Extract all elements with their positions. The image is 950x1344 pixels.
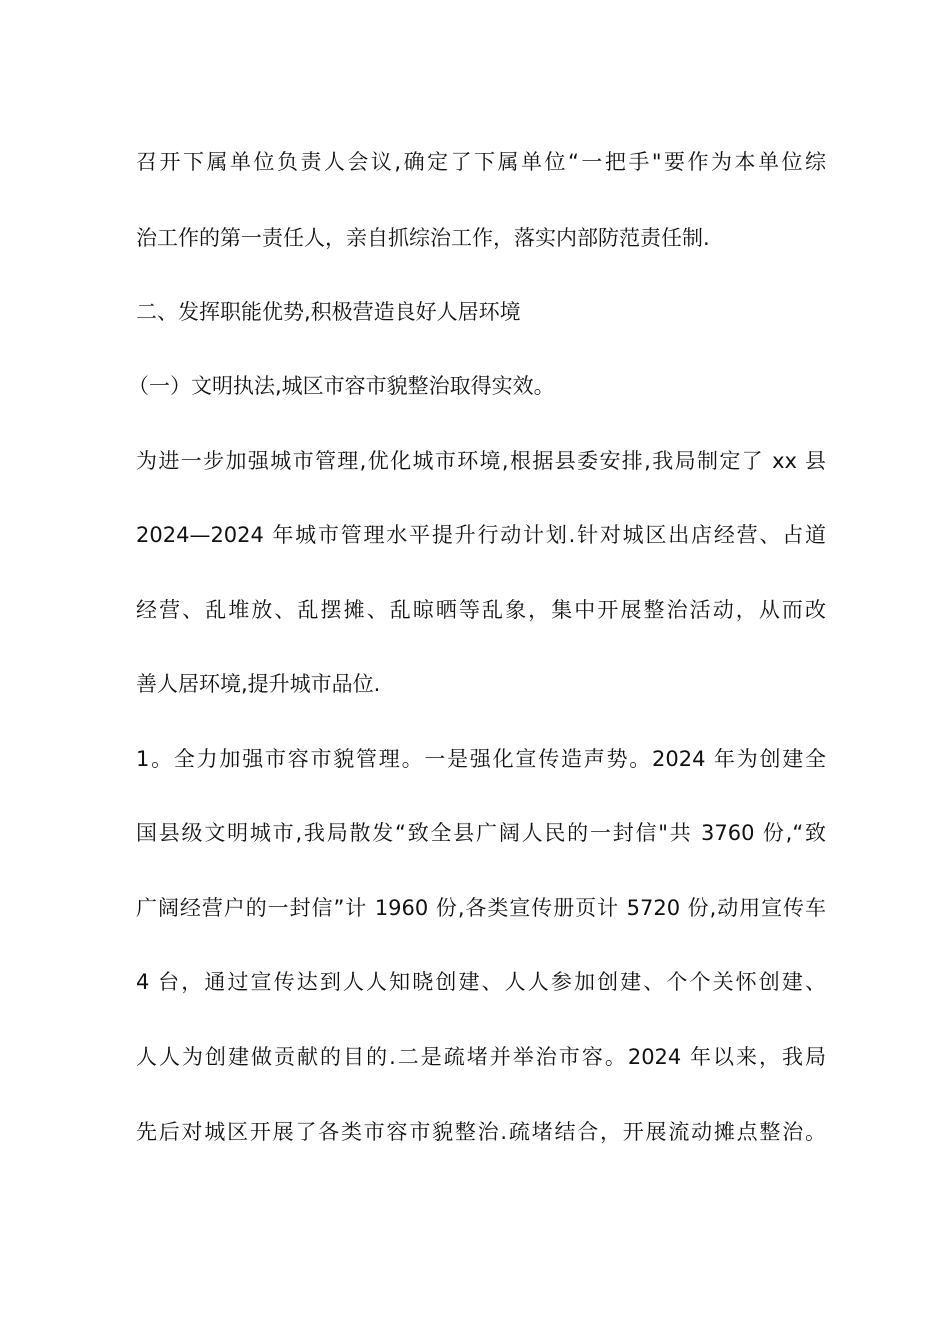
paragraph-line: 广阔经营户的一封信”计 1960 份,各类宣传册页计 5720 份,动用宣传车 bbox=[136, 896, 826, 920]
paragraph-line: 经营、乱堆放、乱摆摊、乱晾晒等乱象，集中开展整治活动，从而改 bbox=[136, 598, 826, 622]
paragraph-line: 召开下属单位负责人会议,确定了下属单位“一把手"要作为本单位综 bbox=[136, 150, 826, 174]
paragraph-line: 善人居环境,提升城市品位. bbox=[136, 672, 381, 696]
subsection-heading: （一）文明执法,城区市容市貌整治取得实效。 bbox=[128, 374, 555, 398]
paragraph-line: 先后对城区开展了各类市容市貌整治.疏堵结合，开展流动摊点整治。 bbox=[136, 1120, 826, 1144]
paragraph-line: 治工作的第一责任人，亲自抓综治工作，落实内部防范责任制. bbox=[136, 226, 710, 250]
paragraph-line: 为进一步加强城市管理,优化城市环境,根据县委安排,我局制定了 xx 县 bbox=[136, 449, 826, 473]
paragraph-line: 4 台，通过宣传达到人人知晓创建、人人参加创建、个个关怀创建、 bbox=[136, 970, 826, 994]
paragraph-line: 人人为创建做贡献的目的.二是疏堵并举治市容。2024 年以来，我局 bbox=[136, 1045, 826, 1069]
paragraph-line: 1。全力加强市容市貌管理。一是强化宣传造声势。2024 年为创建全 bbox=[136, 747, 826, 771]
paragraph-line: 国县级文明城市,我局散发“致全县广阔人民的一封信"共 3760 份,“致 bbox=[136, 821, 826, 845]
section-heading: 二、发挥职能优势,积极营造良好人居环境 bbox=[136, 300, 521, 324]
paragraph-line: 2024—2024 年城市管理水平提升行动计划.针对城区出店经营、占道 bbox=[136, 523, 826, 547]
